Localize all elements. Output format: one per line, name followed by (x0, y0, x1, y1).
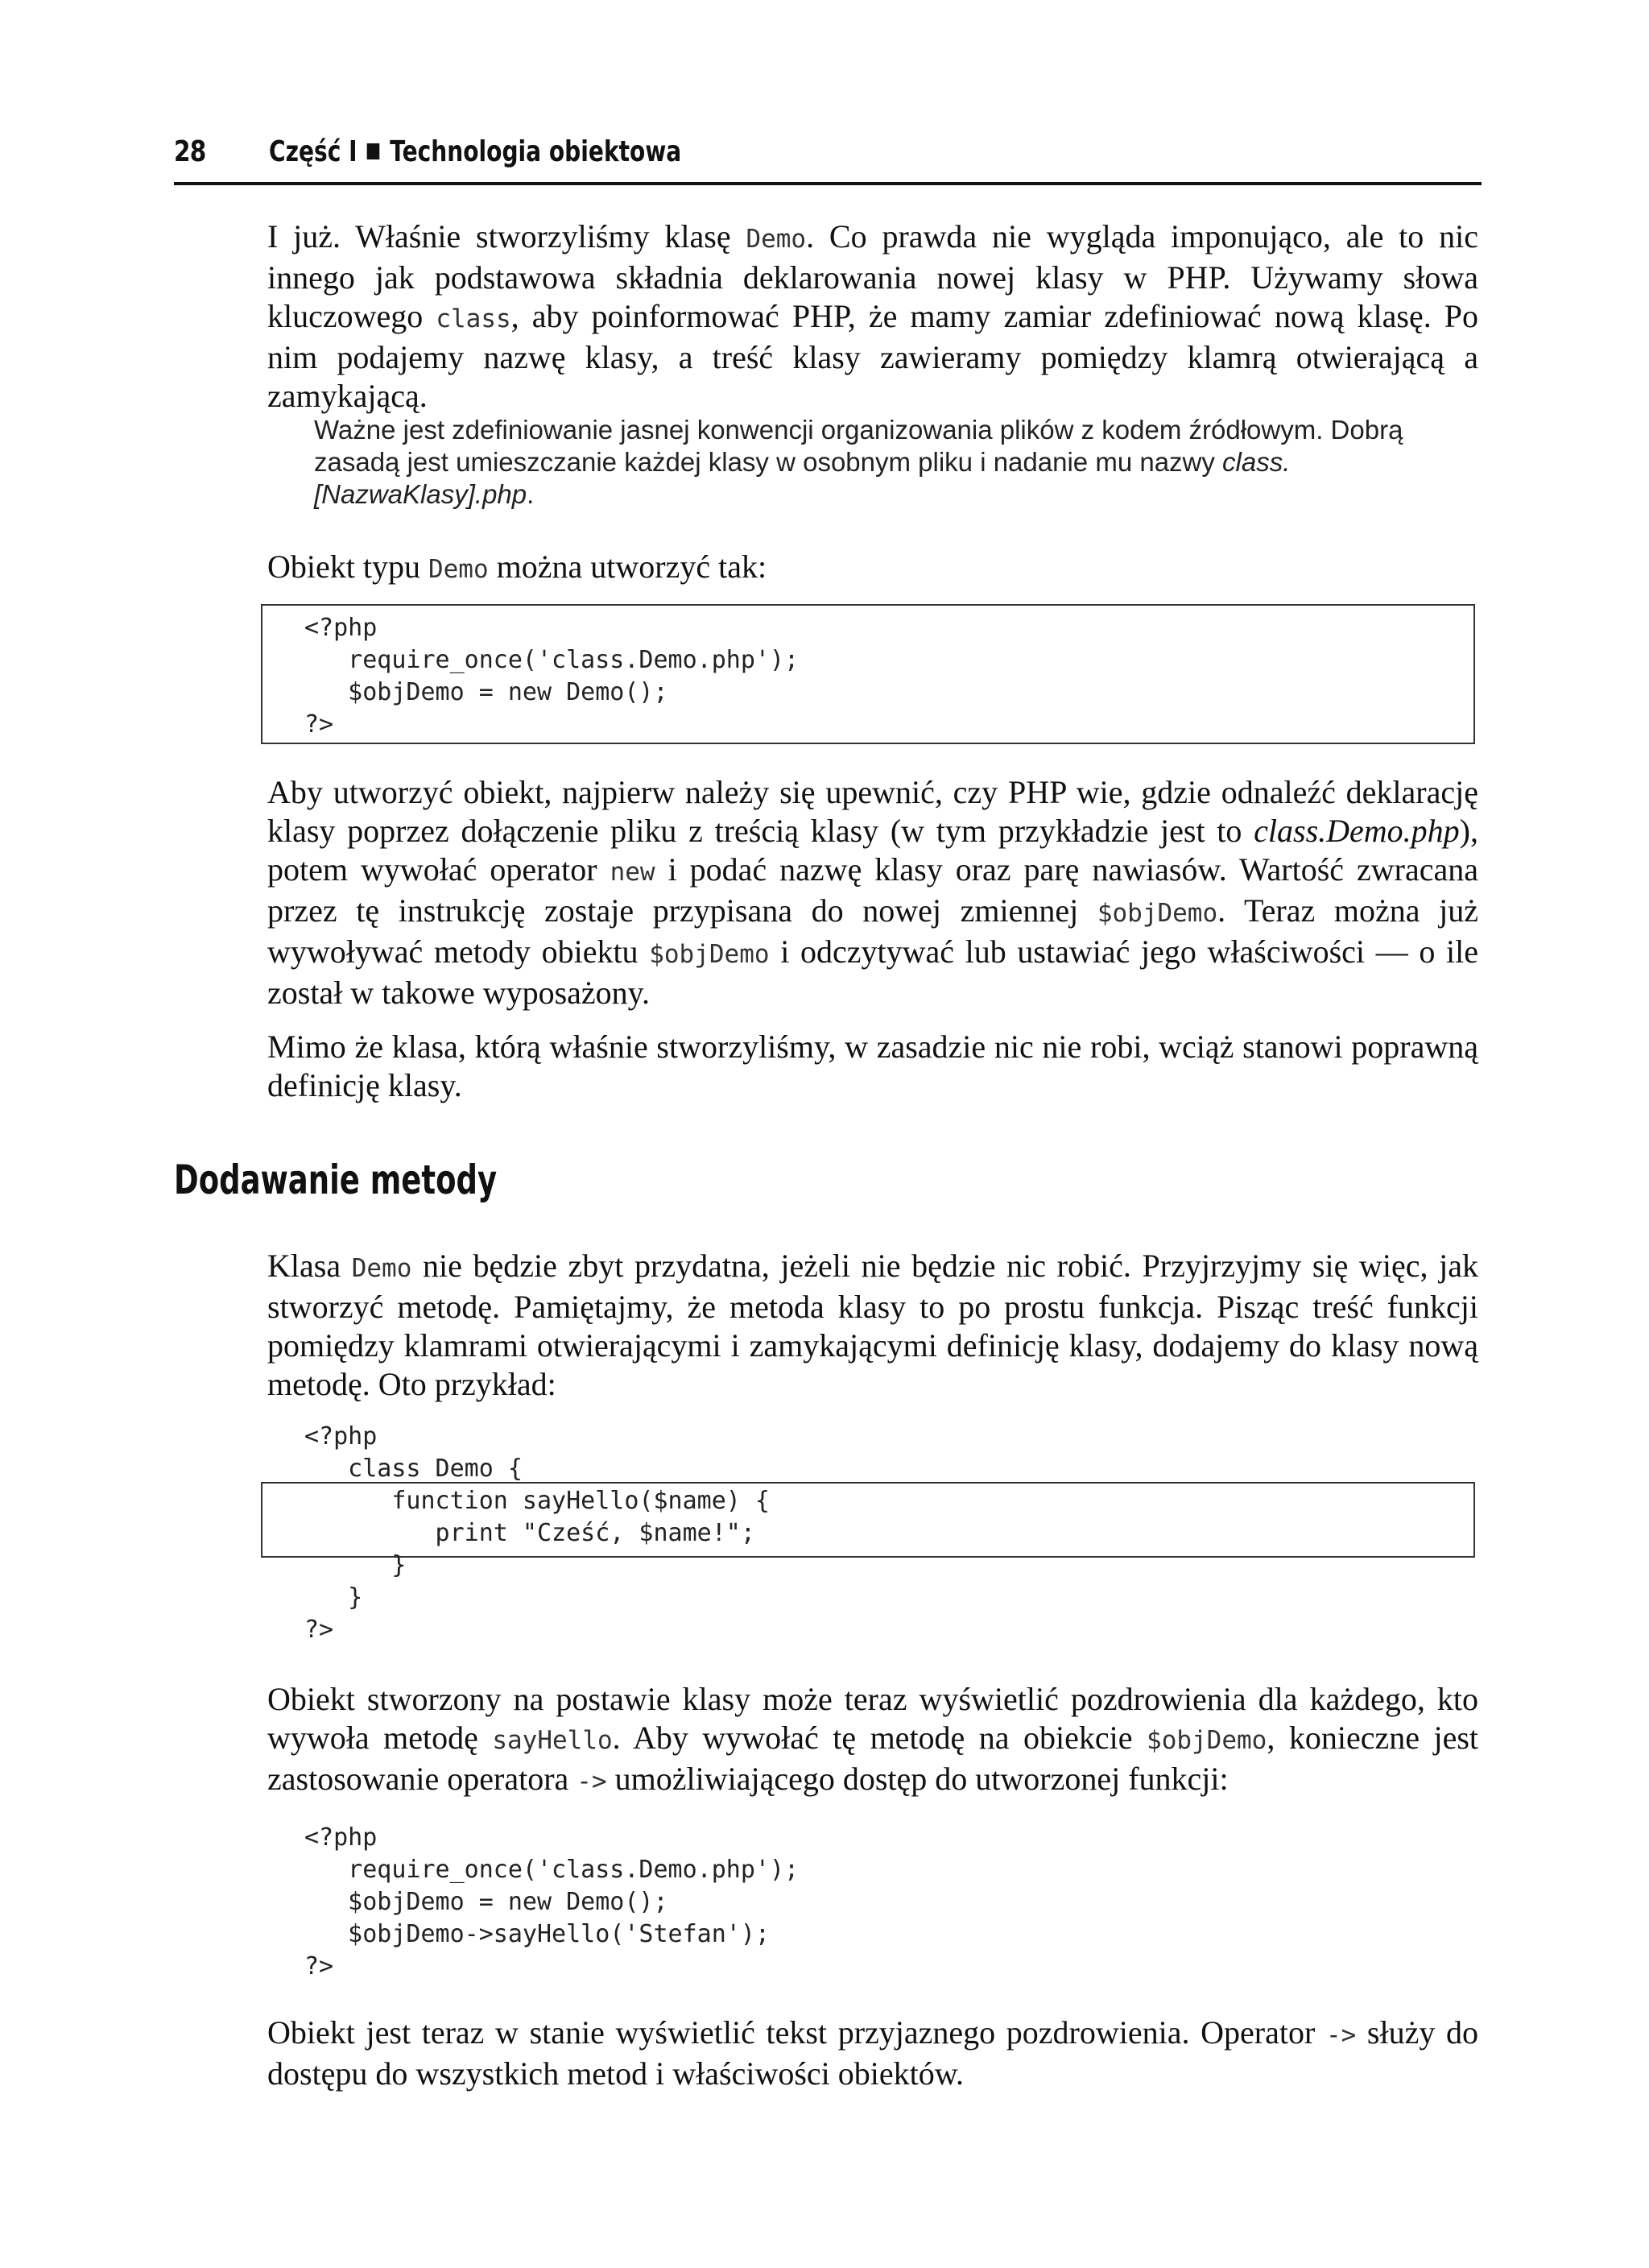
code-line: print "Cześć, $name!"; (304, 1519, 755, 1547)
text: Mimo że klasa, którą właśnie stworzyliśmy, w zasadzie nic nie robi, wciąż stanowi poprawną definicję klasy. (267, 1028, 1478, 1103)
text: Obiekt stworzony na postawie klasy może teraz wyświetlić pozdrowienia dla każdego, kto wywoła metodę (267, 1681, 1478, 1756)
text: Klasa (267, 1248, 352, 1284)
text: umożliwiającego dostęp do utworzonej funkcji: (606, 1761, 1229, 1797)
inline-code: Demo (351, 1254, 412, 1283)
code-line: <?php (304, 1422, 378, 1451)
inline-code: -> (1325, 2021, 1357, 2050)
code-line: require_once('class.Demo.php'); (304, 1856, 800, 1884)
paragraph-explain-new (267, 773, 1478, 1012)
square-bullet-icon (367, 143, 380, 159)
paragraph-create-object (267, 548, 1478, 589)
inline-code: $objDemo (1097, 899, 1218, 928)
text: nie będzie zbyt przydatna, jeżeli nie będzie nic robić. Przyjrzyjmy się więc, jak stworzyć metodę. Pamiętajmy, że metoda klasy to po prostu funkcja. Pisząc treść funkcji pomiędzy klamrami otwierającymi i zamykającymi definicję klasy, dodajemy do klasy nową metodę. Oto przykład: (267, 1248, 1478, 1402)
inline-code: $objDemo (649, 940, 770, 969)
inline-code: sayHello (492, 1726, 613, 1755)
paragraph-valid-class (267, 1028, 1478, 1105)
code-line: } (304, 1551, 407, 1579)
inline-code: Demo (428, 555, 489, 584)
filename: class.Demo.php (1254, 813, 1460, 849)
page-number: 28 (174, 135, 206, 168)
header-chapter-title: Technologia obiektowa (390, 135, 682, 168)
text: ), potem wywołać operator (267, 813, 1478, 888)
inline-code: class (436, 304, 511, 333)
code-line: function sayHello($name) { (304, 1487, 770, 1515)
paragraph-intro (267, 217, 1478, 416)
inline-code: new (610, 858, 655, 887)
header-rule (174, 182, 1482, 185)
note-filename: class.[NazwaKlasy].php (314, 447, 1291, 509)
inline-code: $objDemo (1147, 1726, 1267, 1755)
text: , konieczne jest zastosowanie operatora (267, 1720, 1478, 1797)
section-heading: Dodawanie metody (174, 1157, 498, 1203)
code-line: $objDemo->sayHello('Stefan'); (304, 1920, 770, 1948)
code-line: require_once('class.Demo.php'); (304, 646, 800, 674)
code-line: ?> (304, 710, 334, 739)
text: Obiekt jest teraz w stanie wyświetlić tekst przyjaznego pozdrowienia. Operator (267, 2014, 1326, 2051)
code-line: } (304, 1583, 363, 1612)
code-line: <?php (304, 1823, 378, 1852)
code-line: <?php (304, 614, 378, 642)
inline-code: -> (577, 1767, 607, 1796)
note-box (314, 414, 1457, 511)
code-line: class Demo { (304, 1455, 523, 1483)
code-line: $objDemo = new Demo(); (304, 1888, 668, 1916)
header-part: Część I (269, 135, 357, 168)
paragraph-operator (267, 2013, 1478, 2093)
code-line: ?> (304, 1952, 334, 1980)
running-header (174, 135, 1482, 180)
text: I już. Właśnie stworzyliśmy klasę (267, 218, 746, 255)
text: i odczytywać lub ustawiać jego właściwości — o ile został w takowe wyposażony. (267, 933, 1478, 1011)
text: . Teraz można już wywoływać metody obiektu (267, 892, 1478, 970)
text: i podać nazwę klasy oraz parę nawiasów. Wartość zwracana przez tę instrukcję zostaje przypisana do nowej zmiennej (267, 851, 1478, 929)
paragraph-call-method (267, 1680, 1478, 1801)
text: służy do dostępu do wszystkich metod i właściwości obiektów. (267, 2014, 1478, 2092)
text: . Co prawda nie wygląda imponująco, ale to nic innego jak podstawowa składnia deklarowania nowej klasy w PHP. Używamy słowa kluczowego (267, 218, 1478, 334)
text: Obiekt typu (267, 548, 428, 585)
code-line: $objDemo = new Demo(); (304, 678, 668, 706)
note-text: Ważne jest zdefiniowanie jasnej konwencji organizowania plików z kodem źródłowym. Dobrą zasadą jest umieszczanie każdej klasy w osobnym pliku i nadanie mu nazwy (314, 415, 1403, 477)
text: . Aby wywołać tę metodę na obiekcie (612, 1720, 1147, 1756)
text: , aby poinformować PHP, że mamy zamiar zdefiniować nową klasę. Po nim podajemy nazwę klasy, a treść klasy zawieramy pomiędzy klamrą otwierającą a zamykającą. (267, 298, 1479, 414)
paragraph-add-method (267, 1247, 1478, 1404)
code-line: ?> (304, 1616, 334, 1644)
inline-code: Demo (746, 225, 807, 254)
text: Aby utworzyć obiekt, najpierw należy się upewnić, czy PHP wie, gdzie odnaleźć deklarację klasy poprzez dołączenie pliku z treścią klasy (w tym przykładzie jest to (267, 774, 1478, 849)
text: można utworzyć tak: (488, 548, 767, 585)
text: . (527, 479, 535, 509)
header-part-title (269, 135, 681, 168)
